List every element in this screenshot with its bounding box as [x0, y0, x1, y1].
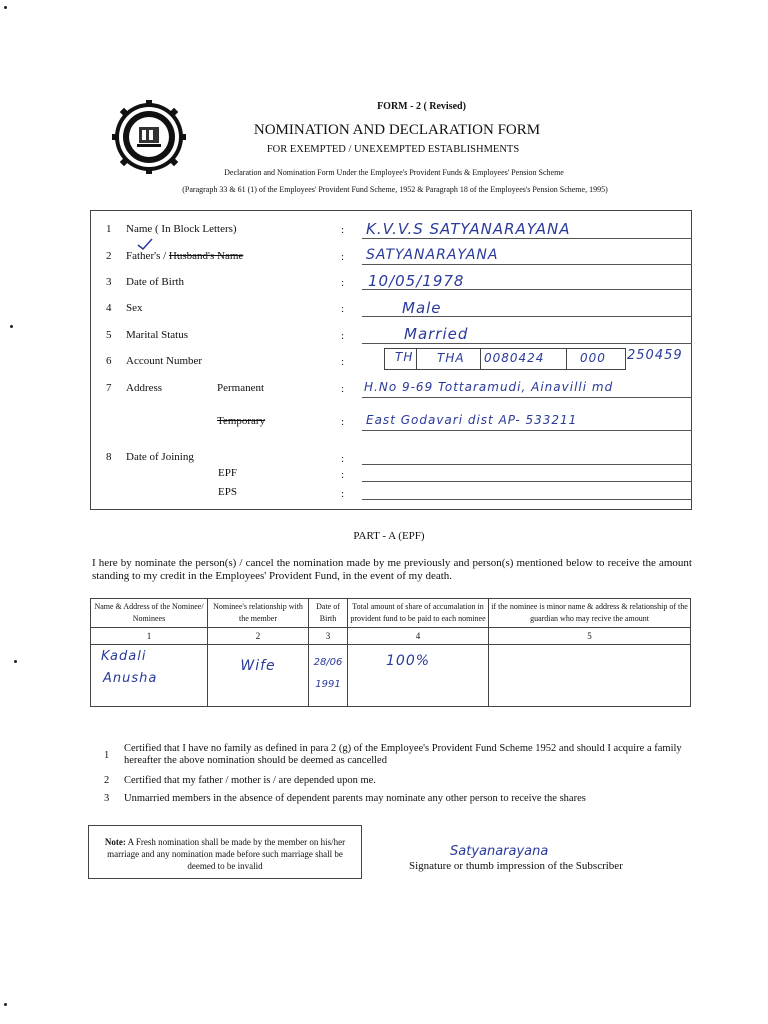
colon: : [341, 224, 345, 236]
colon: : [341, 469, 345, 481]
cert-text-2: Certified that my father / mother is / are depended upon me. [124, 775, 376, 786]
permanent-underline [362, 397, 692, 398]
field-number: 5 [106, 329, 112, 341]
father-underline [362, 264, 692, 265]
part-a-title: PART - A (EPF) [353, 530, 425, 542]
account-part-3: 0080424 [484, 351, 545, 365]
account-part-1: TH [395, 350, 414, 364]
cert-number: 2 [104, 775, 110, 786]
dob-label: Date of Birth [126, 276, 185, 288]
cert-text-3: Unmarried members in the absence of dependent parents may nominate any other person to receive the shares [124, 793, 586, 804]
form-title: NOMINATION AND DECLARATION FORM [253, 122, 541, 138]
date-of-joining-label: Date of Joining [126, 451, 194, 463]
sex-value: Male [402, 299, 442, 317]
col-header-relationship: Nominee's relationship with the member [208, 599, 309, 628]
nominee-name-cell [91, 645, 208, 707]
nominee-dob-cell [309, 645, 348, 707]
doj-underline [362, 464, 692, 465]
col-header-guardian: if the nominee is minor name & address & relationship of the guardian who may recive the amount [489, 599, 691, 628]
temporary-label-struck: Temporary [217, 415, 266, 427]
permanent-address-value: H.No 9-69 Tottaramudi, Ainavilli md [364, 380, 614, 394]
marital-status-label: Marital Status [126, 329, 189, 341]
father-label: Father's / [126, 250, 169, 262]
nominee-guardian-cell [489, 645, 691, 707]
temporary-address-value: East Godavari dist AP- 533211 [366, 413, 578, 427]
signature-label: Signature or thumb impression of the Subscriber [409, 860, 623, 872]
field-number: 7 [106, 382, 112, 394]
scan-dot [10, 325, 13, 328]
form-reference: (Paragraph 33 & 61 (1) of the Employees' Provident Fund Scheme, 1952 & Paragraph 18 of the Employees's Pension Scheme, 1995) [182, 185, 608, 194]
note-text: A Fresh nomination shall be made by the member on his/her marriage and any nomination made before such marriage shall be deemed to be invalid [107, 837, 346, 871]
colon: : [341, 303, 345, 315]
permanent-label: Permanent [217, 382, 265, 394]
husband-label-struck: Husband's Name [168, 250, 244, 262]
nominee-relationship-value: Wife [240, 657, 276, 674]
col-header-share: Total amount of share of accumalation in provident fund to be paid to each nominee [348, 599, 489, 628]
field-number: 1 [106, 223, 112, 235]
scan-dot [4, 6, 7, 9]
col-header-name: Name & Address of the Nominee/ Nominees [91, 599, 208, 628]
nominee-dob-line2: 1991 [315, 679, 341, 690]
account-part-4: 000 [580, 351, 606, 365]
colon: : [341, 453, 345, 465]
nominee-dob-line1: 28/06 [313, 657, 343, 668]
colon: : [341, 383, 345, 395]
epf-label: EPF [218, 467, 237, 479]
address-label: Address [126, 382, 163, 394]
scan-dot [4, 1003, 7, 1006]
eps-underline [362, 499, 692, 500]
note-box [88, 825, 362, 879]
col-number: 1 [91, 628, 208, 645]
col-number: 2 [208, 628, 309, 645]
nominee-share-cell [348, 645, 489, 707]
account-part-5: 250459 [627, 348, 683, 363]
colon: : [341, 416, 345, 428]
account-part-2: THA [437, 351, 465, 365]
nominee-relationship-cell [208, 645, 309, 707]
dob-value: 10/05/1978 [368, 272, 465, 290]
colon: : [341, 488, 345, 500]
form-subtitle: FOR EXEMPTED / UNEXEMPTED ESTABLISHMENTS [266, 144, 520, 155]
field-number: 6 [106, 355, 112, 367]
signature-handwritten: Satyanarayana [450, 844, 549, 859]
colon: : [341, 277, 345, 289]
colon: : [341, 251, 345, 263]
epf-underline [362, 481, 692, 482]
field-number: 2 [106, 250, 112, 262]
marital-underline [362, 343, 692, 344]
nominee-name-line2: Anusha [103, 671, 158, 686]
nominee-table [90, 598, 691, 707]
field-number: 3 [106, 276, 112, 288]
col-number: 3 [309, 628, 348, 645]
col-header-dob: Date of Birth [309, 599, 348, 628]
nominee-name-line1: Kadali [101, 649, 147, 664]
cert-text-1: Certified that I have no family as defined in para 2 (g) of the Employee's Provident Fund Scheme 1952 and should I acquire a family hereafter the above nomination should be deemed as cancelled [124, 743, 682, 766]
marital-status-value: Married [404, 325, 469, 343]
name-label: Name ( In Block Letters) [126, 223, 237, 235]
checkmark-icon [136, 237, 154, 256]
cert-number: 1 [104, 750, 110, 761]
eps-label: EPS [218, 486, 237, 498]
field-number: 8 [106, 451, 112, 463]
col-number: 5 [489, 628, 691, 645]
temporary-underline [362, 430, 692, 431]
sex-label: Sex [126, 302, 143, 314]
name-underline [362, 238, 692, 239]
scan-dot [14, 660, 17, 663]
field-number: 4 [106, 302, 112, 314]
form-number: FORM - 2 ( Revised) [377, 101, 466, 112]
cert-number: 3 [104, 793, 110, 804]
father-name-value: SATYANARAYANA [366, 247, 499, 263]
name-value: K.V.V.S SATYANARAYANA [366, 220, 571, 238]
note-bold: Note: [104, 837, 126, 847]
form-description: Declaration and Nomination Form Under the Employee's Provident Funds & Employees' Pension Scheme [224, 168, 564, 177]
account-number-label: Account Number [126, 355, 203, 367]
nomination-paragraph: I here by nominate the person(s) / cancel the nomination made by me previously and person(s) mentioned below to receive the amount standing to my credit in the Employees' Provident Fund, in the event of my death. [92, 557, 692, 582]
nominee-share-value: 100% [386, 653, 431, 669]
colon: : [341, 330, 345, 342]
col-number: 4 [348, 628, 489, 645]
colon: : [341, 356, 345, 368]
